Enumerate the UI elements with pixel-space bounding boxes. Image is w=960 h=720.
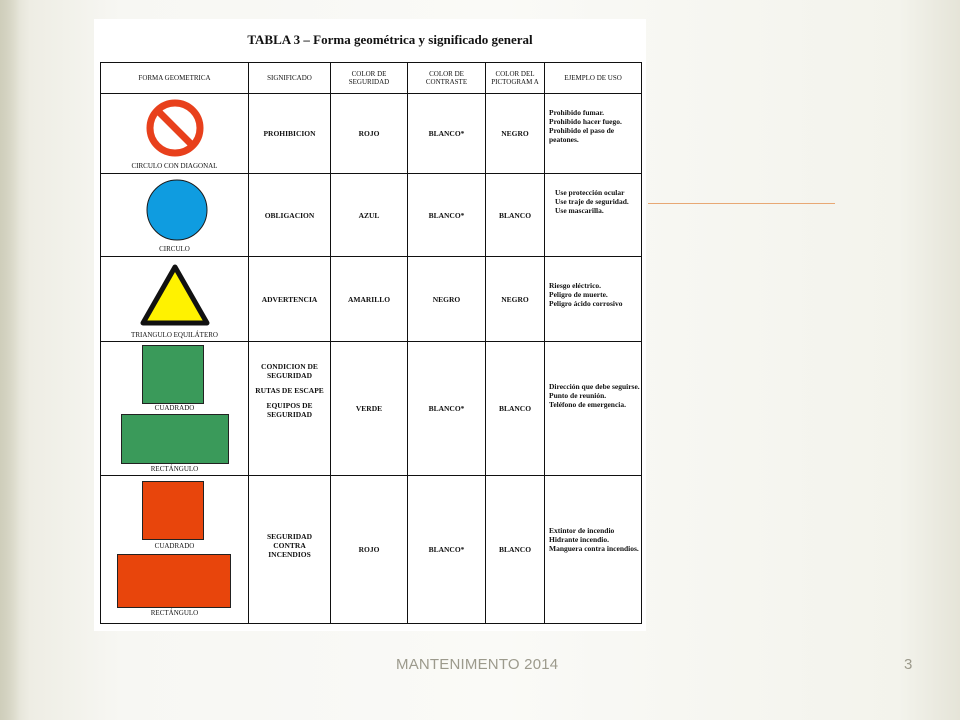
shape-label: RECTÁNGULO xyxy=(150,465,199,473)
page-number: 3 xyxy=(904,656,913,673)
table-row xyxy=(101,257,642,342)
warning-triangle-icon xyxy=(139,263,211,327)
header-contrast-color: COLOR DE CONTRASTE xyxy=(408,63,486,94)
security-color-cell: AMARILLO xyxy=(331,257,408,342)
red-rectangle-icon xyxy=(117,554,231,608)
shape-cell xyxy=(101,257,249,342)
header-example: EJEMPLO DE USO xyxy=(545,63,642,94)
example-cell: Riesgo eléctrico. Peligro de muerte. Peligro ácido corrosivo xyxy=(545,257,642,342)
meaning-cell: ADVERTENCIA xyxy=(249,257,331,342)
shape-cell xyxy=(101,174,249,257)
meaning-cell: CONDICION DE SEGURIDAD RUTAS DE ESCAPE EQUIPOS DE SEGURIDAD xyxy=(249,342,331,476)
meaning-cell: PROHIBICION xyxy=(249,94,331,174)
shape-label: TRIANGULO EQUILÁTERO xyxy=(131,331,218,339)
prohibition-circle-icon xyxy=(145,98,205,158)
table-row xyxy=(101,94,642,174)
signs-table xyxy=(100,62,642,624)
green-rectangle-icon xyxy=(121,414,229,464)
header-security-color: COLOR DE SEGURIDAD xyxy=(331,63,408,94)
shape-cell xyxy=(101,342,249,476)
security-color-cell: AZUL xyxy=(331,174,408,257)
meaning-cell: OBLIGACION xyxy=(249,174,331,257)
table-row xyxy=(101,476,642,624)
pictogram-color-cell: NEGRO xyxy=(486,94,545,174)
pictogram-color-cell: NEGRO xyxy=(486,257,545,342)
blue-circle-icon xyxy=(145,178,209,242)
example-cell: Extintor de incendio Hidrante incendio. Manguera contra incendios. xyxy=(545,476,642,624)
meaning-cell: SEGURIDAD CONTRA INCENDIOS xyxy=(249,476,331,624)
shape-cell xyxy=(101,94,249,174)
header-shape: FORMA GEOMETRICA xyxy=(101,63,249,94)
contrast-color-cell: BLANCO* xyxy=(408,94,486,174)
contrast-color-cell: BLANCO* xyxy=(408,476,486,624)
shape-label: RECTÁNGULO xyxy=(150,609,199,617)
pictogram-color-cell: BLANCO xyxy=(486,174,545,257)
example-cell: Prohibido fumar. Prohibido hacer fuego. Prohibido el paso de peatones. xyxy=(545,94,642,174)
contrast-color-cell: BLANCO* xyxy=(408,342,486,476)
security-color-cell: ROJO xyxy=(331,94,408,174)
footer-text: MANTENIMENTO 2014 xyxy=(396,656,559,673)
shape-label: CUADRADO xyxy=(154,404,195,412)
shape-label: CUADRADO xyxy=(154,542,195,550)
example-cell: Dirección que debe seguirse. Punto de reunión. Teléfono de emergencia. xyxy=(545,342,642,476)
contrast-color-cell: BLANCO* xyxy=(408,174,486,257)
table-document-image xyxy=(94,19,646,631)
header-pictogram-color: COLOR DEL PICTOGRAM A xyxy=(486,63,545,94)
shape-label: CIRCULO xyxy=(159,245,190,253)
pictogram-color-cell: BLANCO xyxy=(486,476,545,624)
table-title: TABLA 3 – Forma geométrica y significado general xyxy=(247,32,533,47)
shape-cell xyxy=(101,476,249,624)
example-cell: Use protección ocular Use traje de seguridad. Use mascarilla. xyxy=(545,174,642,257)
security-color-cell: VERDE xyxy=(331,342,408,476)
table-row xyxy=(101,342,642,476)
security-color-cell: ROJO xyxy=(331,476,408,624)
table-row xyxy=(101,174,642,257)
green-square-icon xyxy=(142,345,204,404)
header-meaning: SIGNIFICADO xyxy=(249,63,331,94)
table-header-row xyxy=(101,63,642,94)
shape-label: CIRCULO CON DIAGONAL xyxy=(131,162,218,170)
red-square-icon xyxy=(142,481,204,540)
contrast-color-cell: NEGRO xyxy=(408,257,486,342)
pictogram-color-cell: BLANCO xyxy=(486,342,545,476)
decorative-line xyxy=(648,203,835,204)
